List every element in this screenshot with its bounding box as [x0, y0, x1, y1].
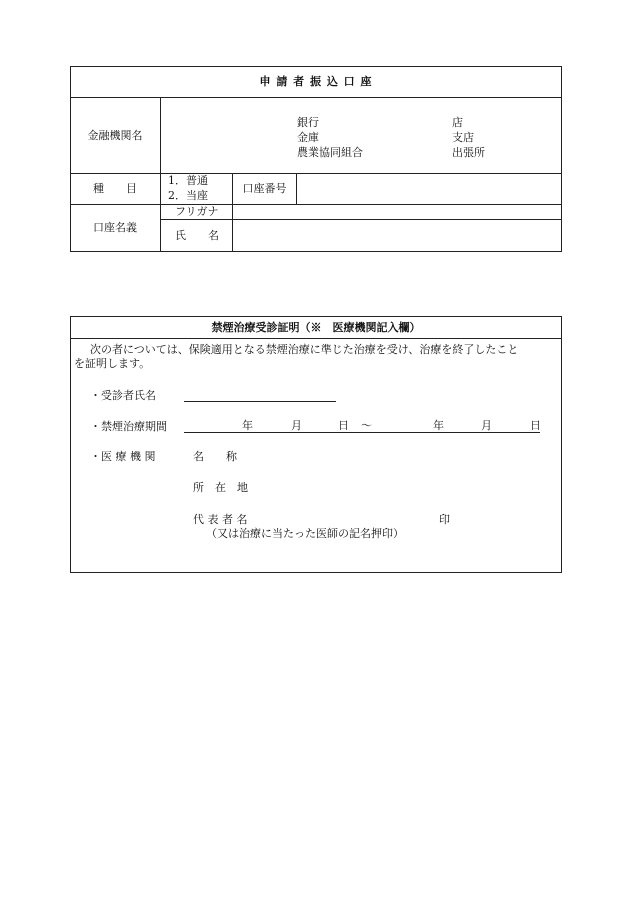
patient-name-field[interactable] [184, 388, 334, 401]
end-year-label: 年 [433, 419, 444, 432]
account-number-label: 口座番号 [242, 182, 287, 195]
account-type-ordinary[interactable]: 1．普通 [168, 174, 208, 187]
certificate-body-line2: を証明します。 [74, 357, 151, 370]
start-month-label: 月 [291, 419, 302, 432]
certificate-title: 禁煙治療受診証明（※ 医療機関記入欄） [211, 321, 421, 334]
patient-name-label: ・受診者氏名 [90, 389, 156, 402]
end-month-label: 月 [481, 419, 492, 432]
treatment-period-label: ・禁煙治療期間 [90, 420, 167, 433]
facility-name-label: 名 称 [193, 450, 237, 463]
medical-facility-label: ・医 療 機 関 [90, 450, 156, 463]
representative-note: （又は治療に当たった医師の記名押印） [206, 527, 404, 540]
certificate-section [0, 300, 630, 580]
end-day-label: 日 [530, 419, 541, 432]
branch-type-store: 店 [452, 116, 463, 129]
institution-type-bank: 銀行 [297, 116, 319, 129]
account-form [0, 0, 630, 260]
start-year-label: 年 [242, 419, 253, 432]
branch-type-office: 出張所 [452, 146, 485, 159]
seal-mark: 印 [439, 513, 450, 526]
account-type-label: 種 目 [93, 182, 137, 195]
divider [161, 219, 561, 220]
furigana-field[interactable] [237, 205, 557, 218]
branch-type-branch: 支店 [452, 131, 474, 144]
holder-name-field[interactable] [237, 229, 557, 242]
patient-name-underline [184, 401, 336, 402]
account-form-title: 申 請 者 振 込 口 座 [259, 75, 373, 88]
treatment-period-underline [184, 432, 540, 433]
institution-type-shinkin: 金庫 [297, 131, 319, 144]
divider [70, 338, 561, 339]
furigana-label: フリガナ [175, 205, 219, 218]
divider [160, 97, 161, 252]
divider [296, 173, 297, 204]
bank-label: 金融機関名 [87, 129, 143, 142]
period-separator: ～ [361, 419, 372, 432]
account-type-current[interactable]: 2．当座 [168, 189, 208, 202]
account-number-field[interactable] [300, 182, 555, 195]
divider [70, 173, 561, 174]
institution-type-agri-coop: 農業協同組合 [297, 146, 363, 159]
account-holder-label: 口座名義 [93, 221, 137, 234]
holder-name-label: 氏 名 [175, 229, 219, 242]
divider [70, 97, 561, 98]
start-day-label: 日 [338, 419, 349, 432]
facility-address-label: 所 在 地 [193, 481, 248, 494]
certificate-body-line1: 次の者については、保険適用となる禁煙治療に準じた治療を受け、治療を終了したこと [90, 343, 519, 356]
representative-label: 代 表 者 名 [193, 513, 248, 526]
